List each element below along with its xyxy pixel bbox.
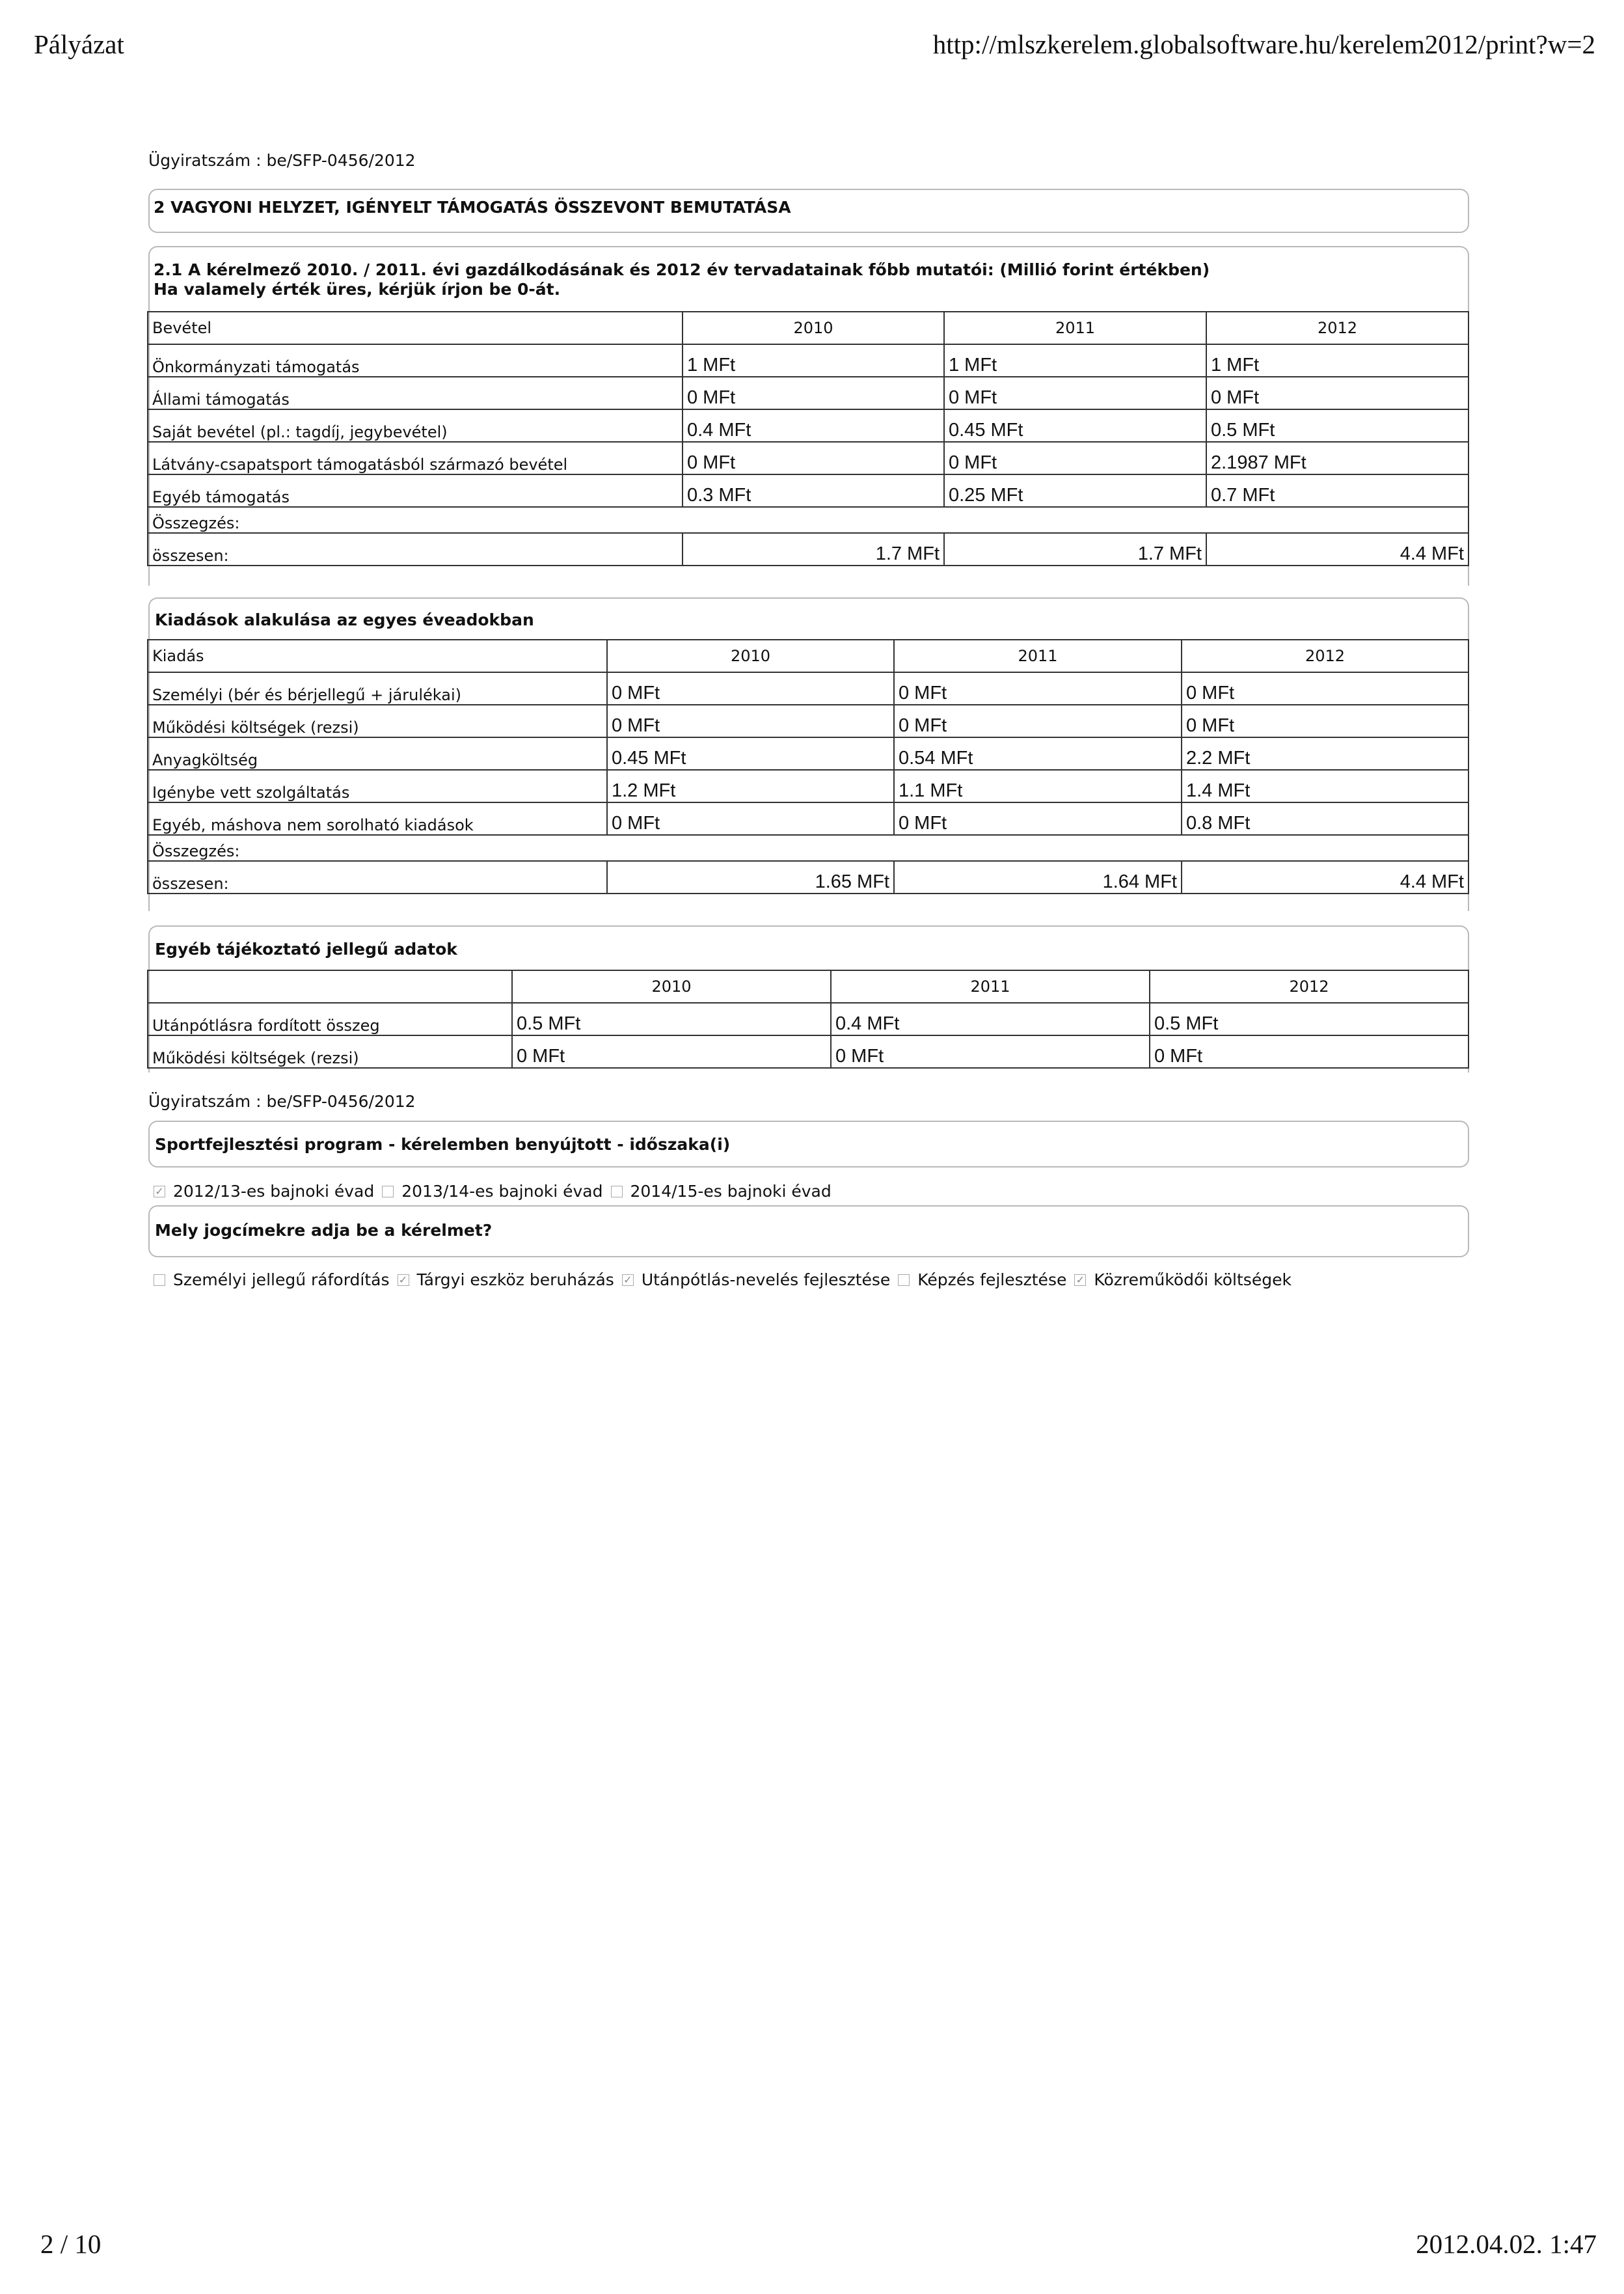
- checkbox-2013-14[interactable]: [382, 1186, 394, 1197]
- other-header-label: [148, 970, 512, 1003]
- row-label: Állami támogatás: [148, 377, 683, 409]
- value-cell: 0 MFt: [607, 672, 894, 705]
- row-label: Egyéb, máshova nem sorolható kiadások: [148, 802, 607, 835]
- table-row: [148, 1003, 1468, 1035]
- checkbox-label: Személyi jellegű ráfordítás: [173, 1270, 390, 1289]
- checkbox-label: 2012/13-es bajnoki évad: [173, 1182, 375, 1201]
- section-21-title-line2: Ha valamely érték üres, kérjük írjon be 0-át.: [154, 280, 561, 299]
- other-header-2010: 2010: [512, 970, 831, 1003]
- row-label: Saját bevétel (pl.: tagdíj, jegybevétel): [148, 409, 683, 442]
- table-row: [148, 770, 1468, 802]
- table-row: [148, 737, 1468, 770]
- value-cell: 0 MFt: [831, 1035, 1150, 1068]
- value-cell: 2.1987 MFt: [1206, 442, 1468, 474]
- value-cell: 0.8 MFt: [1182, 802, 1468, 835]
- expenses-header-2011: 2011: [894, 640, 1182, 672]
- value-cell: 0 MFt: [894, 672, 1182, 705]
- expenses-title: Kiadások alakulása az egyes éveadokban: [155, 610, 534, 629]
- checkbox-label: Tárgyi eszköz beruházás: [416, 1270, 614, 1289]
- table-row: [148, 1035, 1468, 1068]
- print-datetime: 2012.04.02. 1:47: [1416, 2229, 1597, 2259]
- other-table: [147, 970, 1469, 1069]
- value-cell: 1 MFt: [944, 344, 1206, 377]
- revenue-header-2012: 2012: [1206, 312, 1468, 344]
- expenses-header-2012: 2012: [1182, 640, 1468, 672]
- total-cell: 4.4 MFt: [1206, 533, 1468, 566]
- total-cell: 1.65 MFt: [607, 861, 894, 894]
- total-label: összesen:: [148, 533, 683, 566]
- value-cell: 0 MFt: [944, 377, 1206, 409]
- table-row: [148, 409, 1468, 442]
- table-row: [148, 705, 1468, 737]
- value-cell: 0.45 MFt: [944, 409, 1206, 442]
- table-row: [148, 802, 1468, 835]
- checkbox-fixed-assets[interactable]: ✓: [398, 1274, 409, 1286]
- program-options: [146, 1182, 832, 1201]
- value-cell: 1.2 MFt: [607, 770, 894, 802]
- value-cell: 2.2 MFt: [1182, 737, 1468, 770]
- case-number: Ügyiratszám : be/SFP-0456/2012: [148, 1092, 416, 1111]
- legal-options: [146, 1270, 1292, 1289]
- checkbox-personal[interactable]: [154, 1274, 165, 1286]
- value-cell: 0.25 MFt: [944, 474, 1206, 507]
- checkbox-training[interactable]: [898, 1274, 910, 1286]
- total-cell: 1.7 MFt: [944, 533, 1206, 566]
- program-box: [148, 1121, 1469, 1167]
- table-row: [148, 672, 1468, 705]
- row-label: Működési költségek (rezsi): [148, 705, 607, 737]
- total-cell: 1.64 MFt: [894, 861, 1182, 894]
- checkbox-label: 2014/15-es bajnoki évad: [630, 1182, 832, 1201]
- value-cell: 0.4 MFt: [683, 409, 944, 442]
- page-number: 2 / 10: [40, 2229, 102, 2259]
- row-label: Személyi (bér és bérjellegű + járulékai): [148, 672, 607, 705]
- total-label: összesen:: [148, 861, 607, 894]
- value-cell: 0 MFt: [512, 1035, 831, 1068]
- page-title: Pályázat: [34, 29, 124, 59]
- table-row: [148, 377, 1468, 409]
- row-label: Működési költségek (rezsi): [148, 1035, 512, 1068]
- case-number: Ügyiratszám : be/SFP-0456/2012: [148, 151, 416, 170]
- value-cell: 0.4 MFt: [831, 1003, 1150, 1035]
- value-cell: 0.3 MFt: [683, 474, 944, 507]
- table-row: [148, 344, 1468, 377]
- revenue-header-label: Bevétel: [148, 312, 683, 344]
- value-cell: 0.7 MFt: [1206, 474, 1468, 507]
- row-label: Igénybe vett szolgáltatás: [148, 770, 607, 802]
- total-cell: 4.4 MFt: [1182, 861, 1468, 894]
- value-cell: 0 MFt: [1182, 672, 1468, 705]
- value-cell: 0 MFt: [944, 442, 1206, 474]
- value-cell: 0 MFt: [683, 442, 944, 474]
- legal-title: Mely jogcímekre adja be a kérelmet?: [155, 1221, 493, 1240]
- value-cell: 0.5 MFt: [1150, 1003, 1468, 1035]
- row-label: Anyagköltség: [148, 737, 607, 770]
- other-title: Egyéb tájékoztató jellegű adatok: [155, 940, 457, 959]
- value-cell: 0 MFt: [894, 802, 1182, 835]
- value-cell: 0 MFt: [1150, 1035, 1468, 1068]
- expenses-header-label: Kiadás: [148, 640, 607, 672]
- revenue-header-2010: 2010: [683, 312, 944, 344]
- section-2-box: [148, 189, 1469, 233]
- value-cell: 0 MFt: [894, 705, 1182, 737]
- expenses-table: [147, 639, 1469, 894]
- checkbox-label: 2013/14-es bajnoki évad: [401, 1182, 603, 1201]
- row-label: Utánpótlásra fordított összeg: [148, 1003, 512, 1035]
- value-cell: 0.5 MFt: [1206, 409, 1468, 442]
- value-cell: 1.4 MFt: [1182, 770, 1468, 802]
- value-cell: 1 MFt: [1206, 344, 1468, 377]
- row-label: Önkormányzati támogatás: [148, 344, 683, 377]
- expenses-header-2010: 2010: [607, 640, 894, 672]
- page-url: http://mlszkerelem.globalsoftware.hu/kerelem2012/print?w=2: [932, 29, 1595, 59]
- checkbox-contributor[interactable]: ✓: [1074, 1274, 1086, 1286]
- program-title: Sportfejlesztési program - kérelemben benyújtott - időszaka(i): [155, 1135, 731, 1154]
- value-cell: 0 MFt: [607, 705, 894, 737]
- table-row: [148, 442, 1468, 474]
- value-cell: 1 MFt: [683, 344, 944, 377]
- value-cell: 0 MFt: [683, 377, 944, 409]
- revenue-header-2011: 2011: [944, 312, 1206, 344]
- value-cell: 0.45 MFt: [607, 737, 894, 770]
- checkbox-2012-13[interactable]: ✓: [154, 1186, 165, 1197]
- summary-label: Összegzés:: [148, 507, 1468, 533]
- summary-label: Összegzés:: [148, 835, 1468, 861]
- revenue-table: [147, 311, 1469, 566]
- legal-box: [148, 1205, 1469, 1257]
- other-header-2012: 2012: [1150, 970, 1468, 1003]
- checkbox-label: Közreműködői költségek: [1094, 1270, 1292, 1289]
- checkbox-youth[interactable]: ✓: [622, 1274, 634, 1286]
- section-21-title-line1: 2.1 A kérelmező 2010. / 2011. évi gazdálkodásának és 2012 év tervadatainak főbb mutatói: (Millió forint értékben): [154, 260, 1210, 279]
- total-cell: 1.7 MFt: [683, 533, 944, 566]
- row-label: Látvány-csapatsport támogatásból származó bevétel: [148, 442, 683, 474]
- value-cell: 0 MFt: [607, 802, 894, 835]
- checkbox-label: Utánpótlás-nevelés fejlesztése: [641, 1270, 891, 1289]
- section-2-title: 2 VAGYONI HELYZET, IGÉNYELT TÁMOGATÁS ÖSSZEVONT BEMUTATÁSA: [154, 198, 791, 217]
- other-header-2011: 2011: [831, 970, 1150, 1003]
- value-cell: 0.54 MFt: [894, 737, 1182, 770]
- checkbox-2014-15[interactable]: [611, 1186, 623, 1197]
- checkbox-label: Képzés fejlesztése: [917, 1270, 1067, 1289]
- row-label: Egyéb támogatás: [148, 474, 683, 507]
- value-cell: 0 MFt: [1206, 377, 1468, 409]
- value-cell: 1.1 MFt: [894, 770, 1182, 802]
- value-cell: 0 MFt: [1182, 705, 1468, 737]
- table-row: [148, 474, 1468, 507]
- value-cell: 0.5 MFt: [512, 1003, 831, 1035]
